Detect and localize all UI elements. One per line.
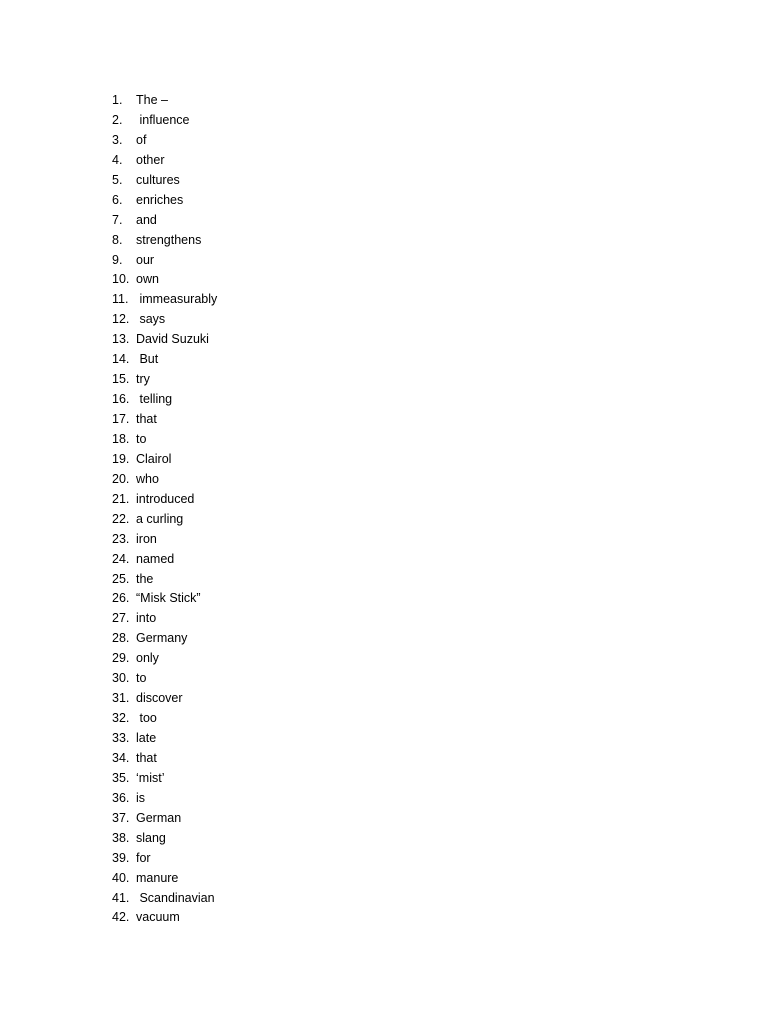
list-item [112,908,217,928]
list-item-number: 23. [112,531,130,546]
list-item [112,709,217,729]
list-item-text: that [136,750,157,765]
list-item [112,310,217,330]
list-item-number: 34. [112,750,130,765]
list-item-text: cultures [136,172,180,187]
list-item-text: enriches [136,192,184,207]
list-item-text: influence [136,112,190,127]
list-item [112,191,217,211]
list-item-text: own [136,272,159,287]
list-item [112,789,217,809]
list-item-text: introduced [136,491,195,506]
list-item-text: for [136,850,151,865]
list-item-number: 19. [112,451,130,466]
list-item [112,171,217,191]
list-item-number: 6. [112,192,123,207]
list-item [112,609,217,629]
list-item-text: “Misk Stick” [136,591,201,606]
list-item [112,589,217,609]
list-item-number: 12. [112,312,130,327]
list-item [112,290,217,310]
list-item-text: The – [136,93,168,107]
list-item [112,809,217,829]
list-item [112,430,217,450]
list-item-text: vacuum [136,910,180,925]
list-item-number: 26. [112,591,130,606]
list-item-text: named [136,551,175,566]
list-item-number: 36. [112,790,130,805]
list-item [112,510,217,530]
list-item-text: immeasurably [136,292,218,307]
list-item-text: David Suzuki [136,332,209,347]
list-item-number: 20. [112,471,130,486]
list-item [112,669,217,689]
list-item-number: 25. [112,571,130,586]
list-item-text: that [136,412,157,426]
list-item [112,350,217,370]
list-item [112,231,217,251]
list-item-number: 38. [112,830,130,845]
list-item-text: is [136,790,146,805]
list-item-text: Scandinavian [136,890,215,905]
list-item-number: 17. [112,412,130,426]
list-item-text: and [136,212,157,227]
list-item-text: late [136,731,157,745]
list-item [112,251,217,271]
list-item [112,829,217,849]
list-item-number: 13. [112,332,130,347]
list-item-number: 37. [112,810,130,825]
list-item-text: discover [136,691,183,706]
list-item [112,629,217,649]
list-item-number: 35. [112,770,130,785]
list-item-text: to [136,431,147,446]
list-item [112,490,217,510]
list-item [112,390,217,410]
list-item-text: slang [136,830,166,845]
list-item [112,869,217,889]
list-item [112,270,217,290]
list-item-text: our [136,252,155,267]
list-item-text: too [136,711,157,726]
list-item-number: 30. [112,671,130,686]
list-item [112,729,217,749]
list-item-number: 7. [112,212,123,227]
list-item-text: to [136,671,147,686]
list-item-text: telling [136,392,173,407]
list-item-number: 11. [112,292,129,307]
list-item [112,649,217,669]
list-item-number: 21. [112,491,130,506]
list-item-text: of [136,132,147,147]
list-item-text: German [136,810,182,825]
list-item-number: 42. [112,910,130,925]
list-item [112,131,217,151]
list-item-number: 18. [112,431,130,446]
list-item-number: 39. [112,850,130,865]
list-item-number: 24. [112,551,130,566]
list-item [112,550,217,570]
list-item-text: into [136,611,157,626]
list-item [112,450,217,470]
list-item-number: 8. [112,232,123,247]
list-item [112,530,217,550]
list-item [112,211,217,231]
list-item [112,370,217,390]
list-item-number: 16. [112,392,130,407]
list-item-text: ‘mist’ [136,770,165,785]
list-item [112,111,217,131]
list-item-number: 41. [112,890,130,905]
list-item-number: 10. [112,272,130,287]
list-item-number: 3. [112,132,123,147]
list-item-number: 22. [112,511,130,526]
list-item-number: 1. [112,93,123,107]
list-item-number: 9. [112,252,123,267]
list-item [112,849,217,869]
list-item-number: 40. [112,870,130,885]
list-item [112,151,217,171]
list-item-text: try [136,372,150,387]
list-item-text: Germany [136,631,188,646]
list-item [112,689,217,709]
list-item [112,570,217,590]
list-item-number: 2. [112,112,123,127]
list-item-text: only [136,651,159,666]
list-item [112,749,217,769]
list-item-number: 29. [112,651,130,666]
list-item-number: 27. [112,611,130,626]
list-item-text: says [136,312,166,327]
list-item-number: 32. [112,711,130,726]
list-item-number: 33. [112,731,130,745]
list-item-text: a curling [136,511,184,526]
list-item [112,470,217,490]
list-item-text: But [136,352,159,367]
list-item [112,889,217,909]
list-item-number: 31. [112,691,130,706]
list-item-text: manure [136,870,179,885]
list-item [112,769,217,789]
list-item-text: Clairol [136,451,172,466]
list-item-text: iron [136,531,157,546]
list-item [112,410,217,430]
list-item-text: other [136,152,165,167]
list-item-number: 28. [112,631,130,646]
list-item-text: who [136,471,159,486]
list-item-number: 14. [112,352,130,367]
list-item-number: 4. [112,152,123,167]
list-item [112,330,217,350]
list-item-text: strengthens [136,232,202,247]
numbered-word-list [112,91,217,928]
list-item-text: the [136,571,154,586]
list-item [112,91,217,111]
list-item-number: 5. [112,172,123,187]
list-item-number: 15. [112,372,130,387]
